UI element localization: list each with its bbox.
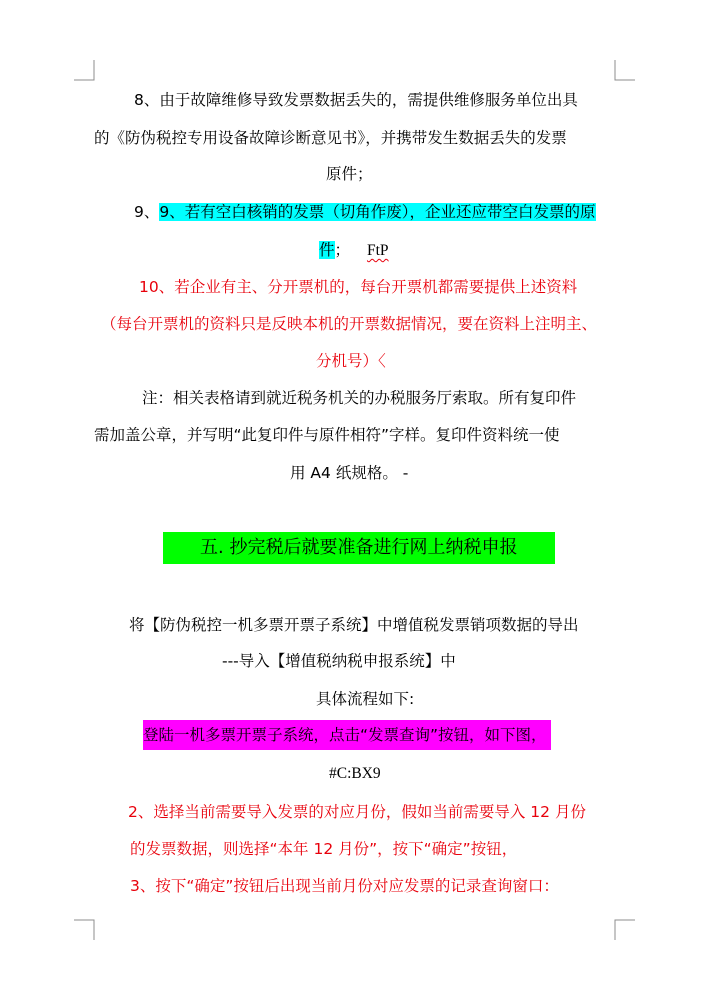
note-line1: 注：相关表格请到就近税务机关的办税服务厅索取。所有复印件 bbox=[142, 389, 577, 407]
note-line3: 用 A4 纸规格。 - bbox=[290, 464, 409, 482]
section-heading: 五. 抄完税后就要准备进行网上纳税申报 bbox=[200, 537, 518, 558]
item9-code-ftp: FtP bbox=[366, 242, 389, 259]
item8-line1: 8、由于故障维修导致发票数据丢失的，需提供维修服务单位出具 bbox=[134, 91, 578, 109]
item9-line2 bbox=[319, 239, 389, 261]
item10-line3: 分机号）〈 bbox=[316, 352, 386, 370]
note-line2: 需加盖公章，并写明“此复印件与原件相符”字样。复印件资料统一使 bbox=[94, 426, 560, 444]
item8-line3: 原件； bbox=[326, 165, 373, 183]
item9-line1 bbox=[134, 201, 596, 223]
code-reference: #C:BX9 bbox=[329, 765, 381, 782]
section5-paragraph2: 具体流程如下: bbox=[316, 690, 415, 708]
corner-mark-bottom-right bbox=[613, 918, 635, 940]
section5-paragraph1-line2: ---导入【增值税纳税申报系统】中 bbox=[222, 652, 456, 670]
item8-line2: 的《防伪税控专用设备故障诊断意见书》，并携带发生数据丢失的发票 bbox=[94, 129, 567, 147]
step2-line1: 2、选择当前需要导入发票的对应月份，假如当前需要导入 12 月份 bbox=[128, 803, 586, 821]
step3-line: 3、按下“确定”按钮后出现当前月份对应发票的记录查询窗口： bbox=[130, 877, 559, 895]
step1-highlighted: 登陆一机多票开票子系统，点击“发票查询”按钮，如下图， bbox=[143, 720, 551, 750]
item9-highlighted-text: 9、若有空白核销的发票（切角作废），企业还应带空白发票的原 bbox=[159, 203, 596, 221]
corner-mark-bottom-left bbox=[74, 918, 96, 940]
item9-number-prefix: 9、 bbox=[134, 203, 160, 221]
item10-line1: 10、若企业有主、分开票机的，每台开票机都需要提供上述资料 bbox=[139, 278, 578, 296]
step2-line2: 的发票数据，则选择“本年 12 月份”，按下“确定”按钮， bbox=[130, 840, 518, 858]
section5-paragraph1-line1: 将【防伪税控一机多票开票子系统】中增值税发票销项数据的导出 bbox=[129, 616, 579, 634]
corner-mark-top-left bbox=[74, 60, 96, 82]
item10-line2: （每台开票机的资料只是反映本机的开票数据情况，要在资料上注明主、 bbox=[101, 315, 598, 333]
item9-punct: ； bbox=[334, 241, 351, 259]
item9-highlighted-char: 件 bbox=[319, 241, 335, 259]
corner-mark-top-right bbox=[613, 60, 635, 82]
